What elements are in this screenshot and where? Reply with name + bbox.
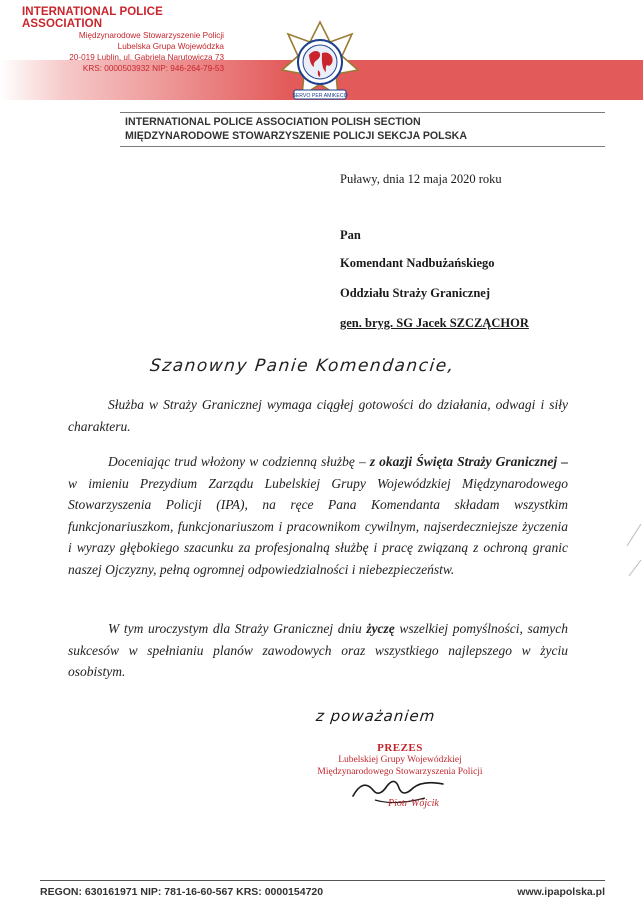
salutation: Szanowny Panie Komendancie, [148, 356, 456, 376]
paragraph-emphasis: życzę [366, 621, 395, 636]
scan-artifact [613, 520, 643, 580]
letterhead-line: Lubelska Grupa Wojewódzka [117, 42, 224, 51]
letterhead-address [22, 6, 232, 74]
signature-line: Międzynarodowego Stowarzyszenia Policji [317, 767, 483, 777]
footer-divider [40, 880, 605, 881]
closing: z poważaniem [315, 707, 437, 725]
letterhead-line: 20-019 Lublin, ul. Gabriela Narutowicza 73 [69, 53, 224, 62]
ipa-globe-emblem-icon [280, 20, 360, 104]
paragraph-text: W tym uroczystym dla Straży Granicznej dniu [108, 621, 367, 636]
addressee-line: Oddziału Straży Granicznej [340, 286, 490, 300]
signature-title: PREZES [377, 742, 423, 754]
footer-registration: REGON: 630161971 NIP: 781-16-60-567 KRS: 0000154720 [40, 886, 324, 898]
date-line: Puławy, dnia 12 maja 2020 roku [340, 172, 502, 186]
body-paragraph [68, 394, 568, 437]
addressee-line: Pan [340, 228, 361, 242]
footer-website-link[interactable]: www.ipapolska.pl [517, 886, 605, 898]
paragraph-text: wszelkiej pomyślności, samych sukcesów w spełnianiu planów zawodowych oraz wszystkiego najlepszego w życiu osobistym. [68, 621, 569, 679]
letterhead-line: KRS: 0000503932 NIP: 946-264-79-53 [82, 64, 224, 73]
paragraph-1: Służba w Straży Granicznej wymaga ciągłej gotowości do działania, odwagi i siły charakteru. [68, 397, 568, 434]
signature-line: Lubelskiej Grupy Wojewódzkiej [338, 755, 462, 765]
addressee-line: Komendant Nadbużańskiego [340, 256, 495, 270]
paragraph-text: Doceniając trud włożony w codzienną służbę – [108, 454, 370, 469]
body-paragraph [68, 451, 568, 580]
paragraph-2 [68, 451, 568, 580]
subheading-line: INTERNATIONAL POLICE ASSOCIATION POLISH SECTION [125, 116, 421, 128]
divider [120, 112, 605, 113]
paragraph-text: w imieniu Prezydium Zarządu Lubelskiej Grupy Wojewódzkiej Międzynarodowego Stowarzyszenia Policji (IPA), na ręce Pana Komendanta składam wszystkim funkcjonariuszkom, funkcjonariuszom i pracownikom cywilnym, najserdeczniejsze życzenia i wyrazy głębokiego szacunku za profesjonalną służbę i pracę związaną z ochroną granic naszej Ojczyzny, pełną ogromnej odpowiedzialności i niebezpieczeństw. [68, 475, 568, 577]
subheading-line: MIĘDZYNARODOWE STOWARZYSZENIE POLICJI SEKCJA POLSKA [125, 130, 467, 142]
body-paragraph [68, 618, 568, 683]
paragraph-3 [68, 618, 568, 683]
signatory-name: Piotr Wójcik [388, 798, 439, 809]
logo-motto: SERVO PER AMIKECO [292, 93, 348, 99]
paragraph-emphasis: z okazji Święta Straży Granicznej – [369, 454, 569, 469]
divider [120, 146, 605, 147]
letterhead-line: Międzynarodowe Stowarzyszenie Policji [78, 31, 224, 40]
addressee-line: gen. bryg. SG Jacek SZCZĄCHOR [340, 316, 529, 330]
letterhead-org-name: INTERNATIONAL POLICE ASSOCIATION [22, 6, 163, 30]
